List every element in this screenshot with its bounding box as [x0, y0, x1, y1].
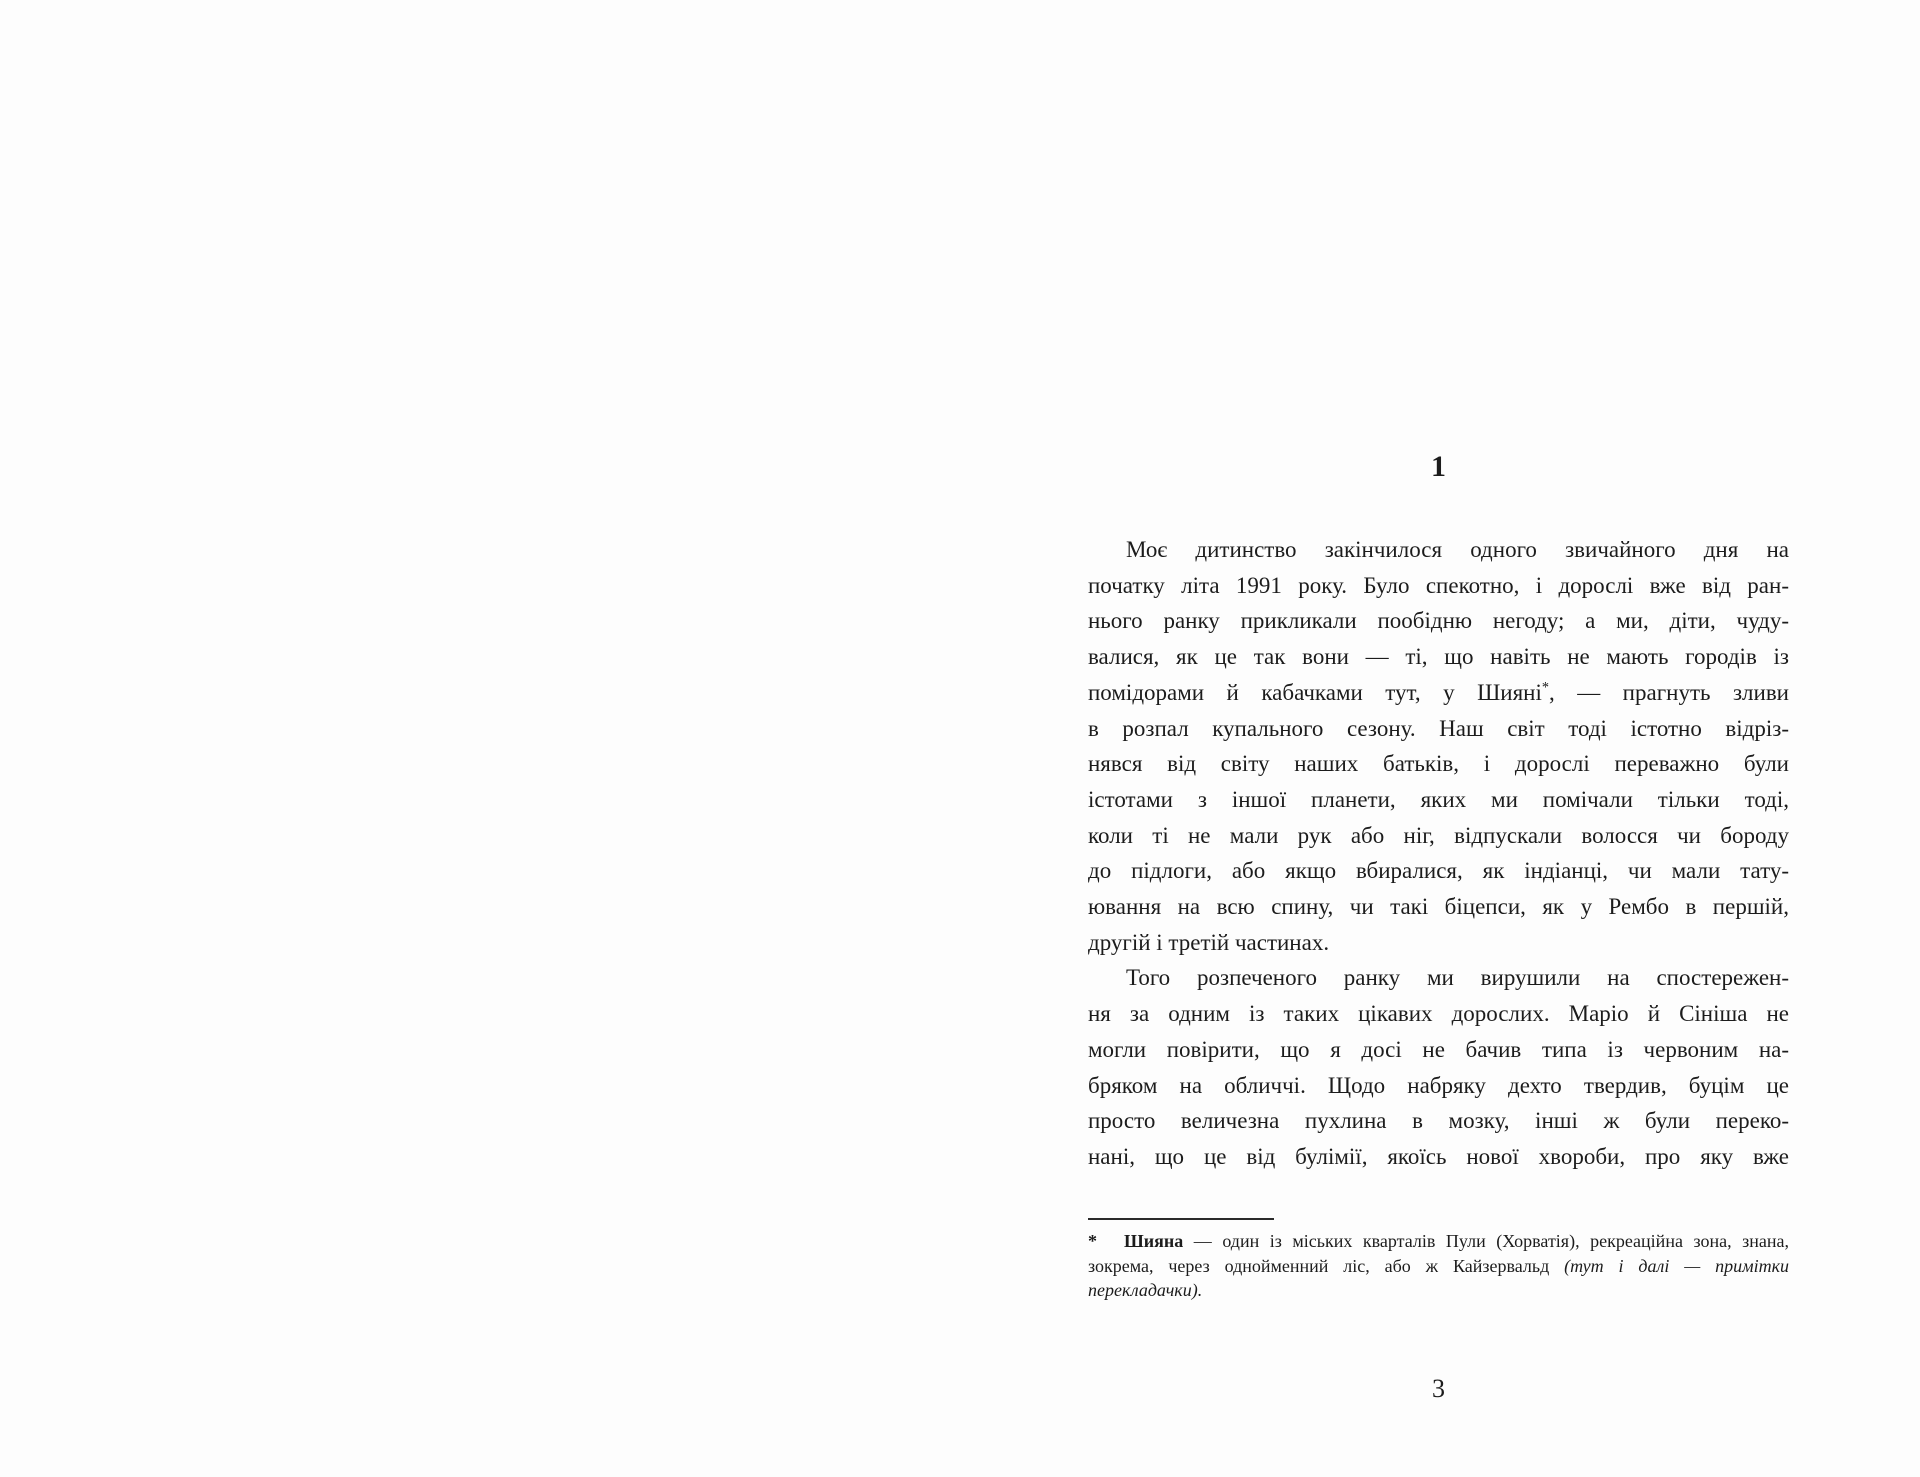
text-line: валися, як це так вони — ті, що навіть не мають городів із: [1088, 644, 1789, 670]
text-line: просто величезна пухлина в мозку, інші ж були переко-: [1088, 1108, 1789, 1134]
text-line: істотами з іншої планети, яких ми помічали тільки тоді,: [1088, 786, 1789, 812]
footnote-translator-note: (тут і далі — примітки: [1564, 1255, 1790, 1276]
footnote-line: [1088, 1229, 1789, 1254]
footnote-divider: [1088, 1218, 1274, 1220]
text-line: другій і третій частинах.: [1088, 929, 1330, 955]
text-line: ювання на всю спину, чи такі біцепси, як у Рембо в першій,: [1088, 894, 1789, 920]
text-line: нані, що це від булімії, якоїсь нової хвороби, про яку вже: [1088, 1143, 1789, 1169]
text-line: бряком на обличчі. Щодо набряку дехто твердив, буцім це: [1088, 1072, 1789, 1098]
text-line: початку літа 1991 року. Було спекотно, і дорослі вже від ран-: [1088, 572, 1789, 598]
body-text: [1088, 532, 1789, 1175]
footnote-line: [1088, 1278, 1789, 1303]
text-line: коли ті не мали рук або ніг, відпускали волосся чи бороду: [1088, 822, 1789, 848]
text-segment: помідорами й кабачками тут, у Шияні: [1088, 679, 1542, 705]
footnote-text: зокрема, через однойменний ліс, або ж Кайзервальд: [1088, 1255, 1565, 1276]
chapter-heading: 1: [1431, 450, 1446, 483]
footnote-marker: *: [1088, 1231, 1097, 1251]
footnote-term: Шияна: [1124, 1231, 1184, 1251]
text-line: Моє дитинство закінчилося одного звичайного дня на: [1126, 537, 1789, 562]
text-segment: , — прагнуть зливи: [1548, 679, 1789, 705]
text-line: нього ранку прикликали пообідню негоду; а ми, діти, чуду-: [1088, 608, 1789, 634]
text-line: Того розпеченого ранку ми вирушили на спостережен-: [1126, 965, 1789, 991]
footnote: [1088, 1218, 1789, 1303]
text-line: ня за одним із таких цікавих дорослих. Маріо й Сініша не: [1088, 1001, 1789, 1027]
text-line: до підлоги, або якщо вбиралися, як індіанці, чи мали тату-: [1088, 858, 1789, 884]
footnote-line: [1088, 1254, 1789, 1279]
text-line: нявся від світу наших батьків, і дорослі переважно були: [1088, 751, 1789, 777]
footnote-text: — один із міських кварталів Пули (Хорватія), рекреаційна зона, знана,: [1183, 1231, 1789, 1251]
text-line-with-footnote-ref: [1088, 675, 1789, 711]
text-column: [1088, 0, 1789, 1477]
text-line: в розпал купального сезону. Наш світ тоді істотно відріз-: [1088, 715, 1789, 741]
footnote-reference-marker: *: [1541, 679, 1549, 696]
footnote-translator-note: перекладачки).: [1088, 1280, 1203, 1300]
page-number: 3: [1432, 1374, 1445, 1403]
text-line: могли повірити, що я досі не бачив типа із червоним на-: [1088, 1036, 1789, 1062]
